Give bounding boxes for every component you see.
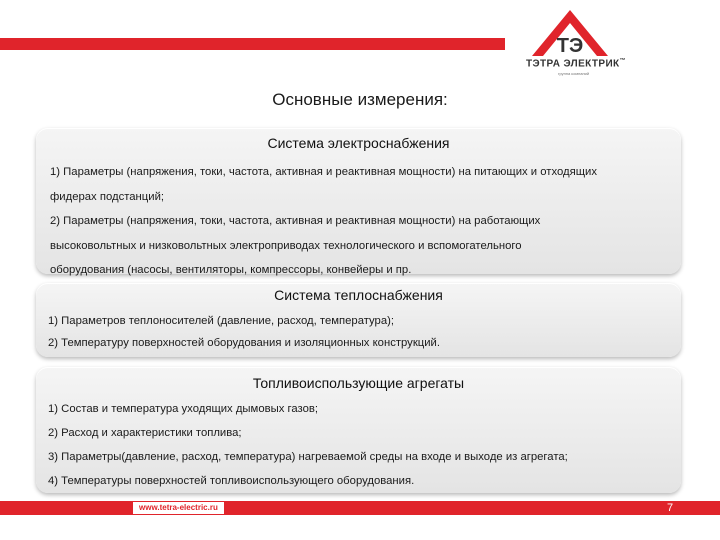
section-line: 1) Состав и температура уходящих дымовых газов; [48, 403, 319, 415]
logo-trademark: ™ [619, 58, 626, 64]
company-logo [520, 8, 670, 88]
section-text [50, 160, 681, 283]
logo-mark-text: ТЭ [556, 35, 584, 57]
section-line: 2) Параметры (напряжения, токи, частота, активная и реактивная мощности) на работающих [50, 215, 541, 227]
logo-tagline: группа компаний [558, 71, 590, 76]
footer-red-bar [0, 501, 720, 515]
header-red-bar [0, 38, 505, 50]
section-line: 1) Параметров теплоносителей (давление, расход, температура); [48, 315, 395, 327]
section-power-supply [36, 128, 681, 274]
section-text [48, 310, 681, 354]
section-fuel-units [36, 367, 681, 493]
section-line: 2) Температуру поверхностей оборудования и изоляционных конструкций. [48, 337, 440, 349]
section-line: 4) Температуры поверхностей топливоиспользующего оборудования. [48, 475, 415, 487]
section-title: Система теплоснабжения [274, 287, 443, 303]
footer-website-link[interactable]: www.tetra-electric.ru [133, 502, 224, 514]
section-line: оборудования (насосы, вентиляторы, компрессоры, конвейеры и пр. [50, 264, 412, 276]
section-title: Топливоиспользующие агрегаты [252, 375, 465, 391]
section-title: Система электроснабжения [267, 135, 450, 151]
page-title: Основные измерения: [272, 90, 448, 109]
section-line: 2) Расход и характеристики топлива; [48, 427, 242, 439]
section-line: 3) Параметры(давление, расход, температура) нагреваемой среды на входе и выходе из агрегата; [48, 451, 568, 463]
section-text [48, 397, 681, 493]
section-line: высоковольтных и низковольтных электроприводах технологического и вспомогательного [50, 239, 522, 252]
section-heat-supply [36, 283, 681, 357]
section-line: фидерах подстанций; [50, 190, 165, 203]
page-number: 7 [667, 502, 674, 514]
section-line: 1) Параметры (напряжения, токи, частота, активная и реактивная мощности) на питающих и отходящих [50, 166, 597, 178]
logo-mark-icon [528, 8, 612, 58]
logo-name: ТЭТРА ЭЛЕКТРИК™ [526, 58, 626, 70]
